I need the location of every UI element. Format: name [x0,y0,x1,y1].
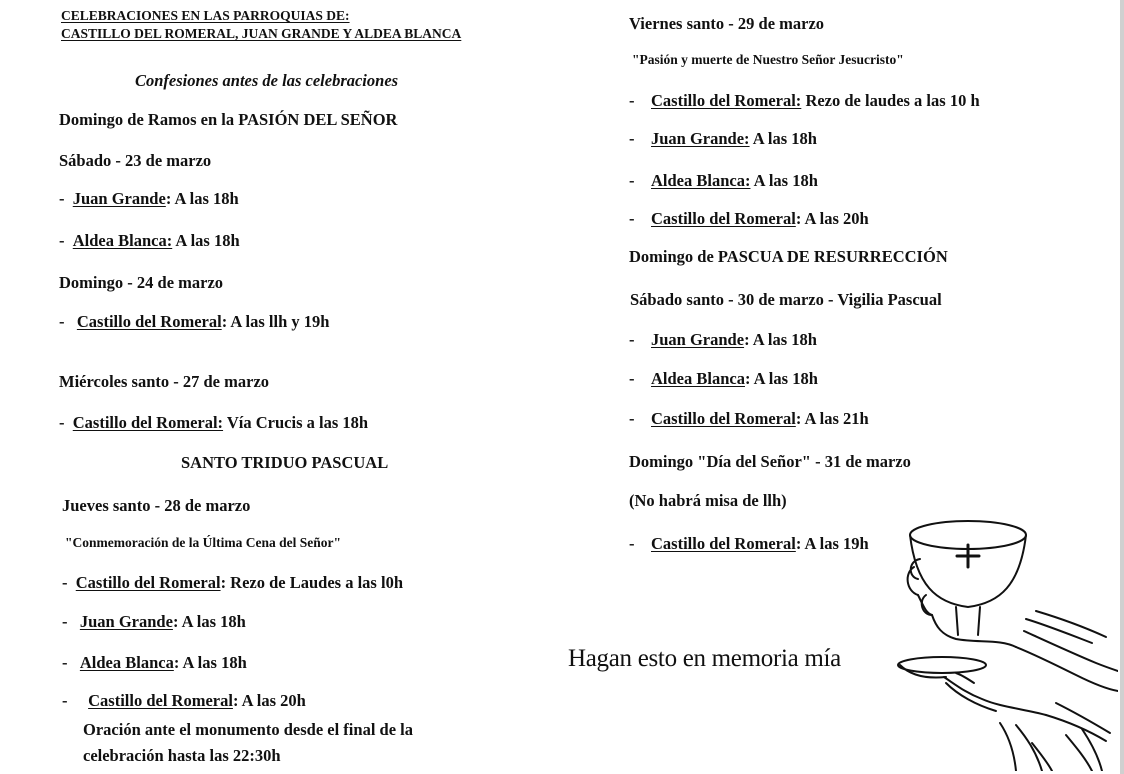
schedule-text: Vía Crucis a las 18h [223,413,369,432]
place-name: Castillo del Romeral [88,691,233,710]
list-item [59,413,368,433]
list-item [62,612,246,632]
wednesday-27-heading: Miércoles santo - 27 de marzo [59,372,270,391]
monument-note-line-1: Oración ante el monumento desde el final de la [83,720,413,739]
list-dash: - [629,369,635,388]
friday-29-heading: Viernes santo - 29 de marzo [629,14,825,33]
list-item [62,691,306,711]
list-dash: - [629,534,635,553]
list-dash: - [629,129,635,148]
list-item [629,129,817,149]
list-dash: - [62,612,68,631]
place-name: Juan Grande [79,612,173,631]
list-item [629,330,817,350]
place-name: Castillo del Romeral: [651,91,802,110]
schedule-text: : A las 18h [173,653,247,672]
place-name: Juan Grande [651,330,745,349]
list-item [629,91,980,111]
schedule-text: A las 18h [172,231,240,250]
sunday-24-heading: Domingo - 24 de marzo [59,273,224,292]
schedule-text: : A las 18h [172,612,246,631]
list-item [62,573,403,593]
no-mass-note: (No habrá misa de llh) [629,491,787,510]
sunday-31-heading: Domingo "Día del Señor" - 31 de marzo [629,452,911,471]
place-name: Castillo del Romeral [651,534,796,553]
list-dash: - [62,573,68,592]
place-name: Aldea Blanca [79,653,174,672]
title-line-1: CELEBRACIONES EN LAS PARROQUIAS DE: [61,8,350,23]
chalice-hands-icon [896,515,1118,771]
list-dash: - [59,413,65,432]
schedule-text: : A las 19h [795,534,869,553]
place-name: Castillo del Romeral [651,209,796,228]
list-dash: - [59,231,65,250]
place-name: Juan Grande: [651,129,750,148]
list-dash: - [59,312,65,331]
confessions-subtitle: Confesiones antes de las celebraciones [135,71,399,90]
place-name: Castillo del Romeral [651,409,796,428]
list-item [629,209,869,229]
motto-text: Hagan esto en memoria mía [568,645,841,672]
schedule-text: : A las 18h [744,369,818,388]
list-item [629,369,818,389]
schedule-text: : Rezo de Laudes a las l0h [220,573,403,592]
list-dash: - [62,653,68,672]
list-item [59,189,239,209]
friday-subtitle: "Pasión y muerte de Nuestro Señor Jesucristo" [632,52,904,67]
page-edge [1120,0,1124,774]
place-name: Juan Grande [72,189,166,208]
schedule-text: : A las 18h [165,189,239,208]
list-item [629,534,869,554]
place-name: Castillo del Romeral [76,312,222,331]
thursday-28-heading: Jueves santo - 28 de marzo [62,496,251,515]
list-dash: - [59,189,65,208]
title-line-2: CASTILLO DEL ROMERAL, JUAN GRANDE Y ALDEA BLANCA [61,26,462,41]
list-item [59,231,240,251]
pascua-heading: Domingo de PASCUA DE RESURRECCIÓN [629,247,948,266]
triduo-heading: SANTO TRIDUO PASCUAL [181,453,389,472]
list-item [59,312,329,332]
ramos-heading: Domingo de Ramos en la PASIÓN DEL SEÑOR [59,110,398,129]
list-dash: - [629,409,635,428]
schedule-text: Rezo de laudes a las 10 h [801,91,980,110]
list-dash: - [629,171,635,190]
list-dash: - [629,209,635,228]
place-name: Aldea Blanca [651,369,745,388]
schedule-text: A las 18h [750,171,818,190]
place-name: Castillo del Romeral [75,573,221,592]
list-dash: - [62,691,68,710]
place-name: Aldea Blanca: [651,171,751,190]
monument-note-line-2: celebración hasta las 22:30h [83,746,281,765]
thursday-subtitle: "Conmemoración de la Última Cena del Señor" [65,535,341,550]
list-item [62,653,247,673]
schedule-text: : A las llh y 19h [221,312,330,331]
list-item [629,171,818,191]
schedule-text: : A las 20h [795,209,869,228]
schedule-text: : A las 21h [795,409,869,428]
schedule-text: A las 18h [749,129,817,148]
list-dash: - [629,91,635,110]
saturday-30-heading: Sábado santo - 30 de marzo - Vigilia Pascual [630,290,942,309]
saturday-23-heading: Sábado - 23 de marzo [59,151,212,170]
list-dash: - [629,330,635,349]
schedule-text: : A las 18h [744,330,817,349]
place-name: Castillo del Romeral: [72,413,224,432]
schedule-text: : A las 20h [232,691,306,710]
place-name: Aldea Blanca: [72,231,173,250]
list-item [629,409,869,429]
